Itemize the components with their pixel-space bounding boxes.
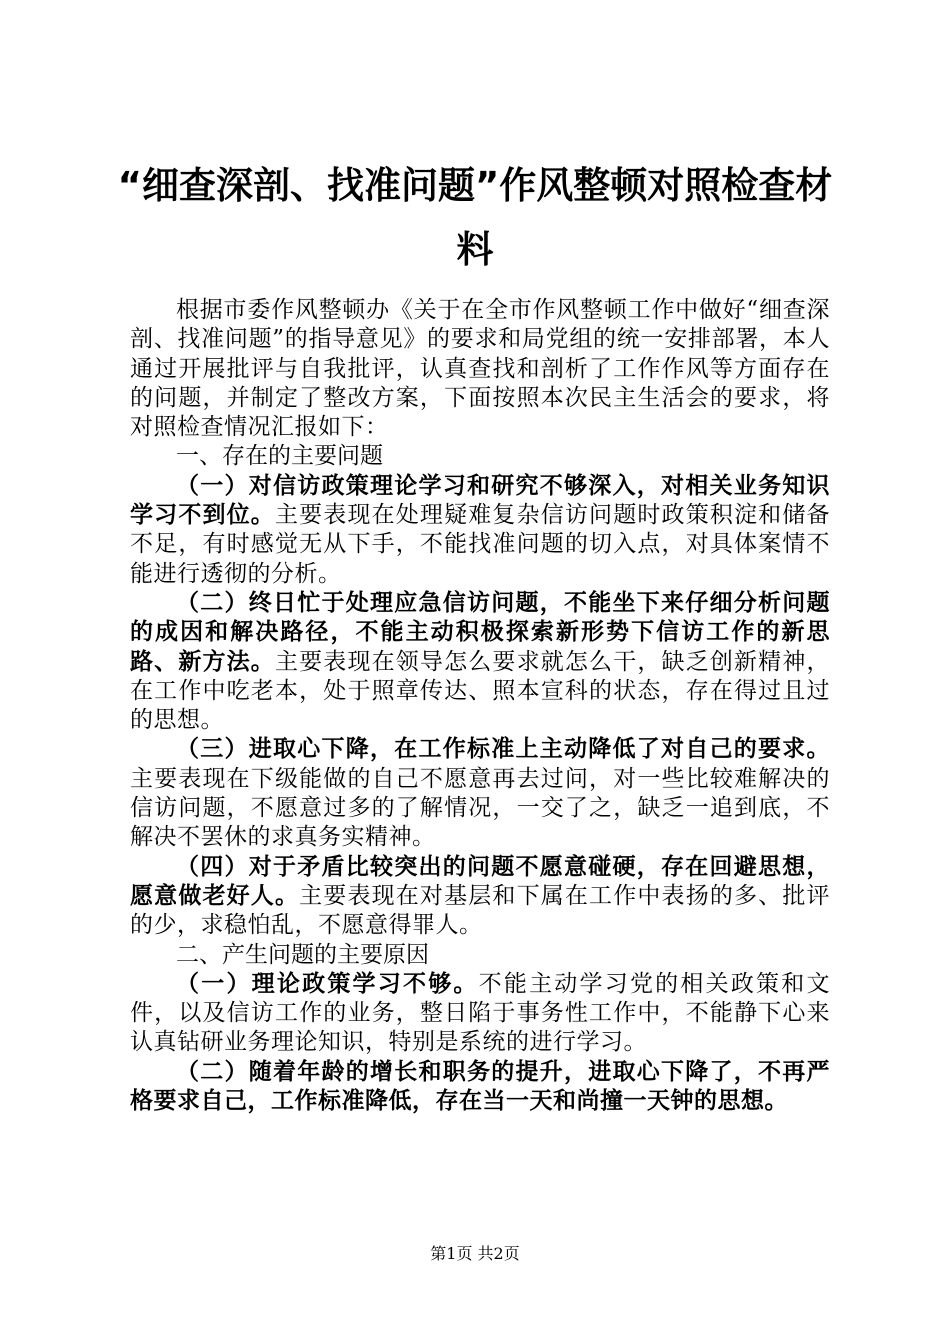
problem-item-text: 主要表现在下级能做的自己不愿意再去过问，对一些比较难解决的信访问题，不愿意过多的了解情况，一交了之，缺乏一追到底，不解决不罢休的求真务实精神。 bbox=[130, 765, 830, 851]
problem-item-lead: （四）对于矛盾比较突出的问题不愿意碰硬，存在回避思想，愿意做老好人。 bbox=[130, 853, 830, 909]
document-title: “细查深剖、找准问题”作风整顿对照检查材 bbox=[117, 164, 833, 207]
problem-item-4 bbox=[130, 853, 830, 941]
document-title-continued: 料 bbox=[456, 228, 494, 271]
problem-item-lead: （二）终日忙于处理应急信访问题，不能坐下来仔细分析问题的成因和解决路径，不能主动积极探索新形势下信访工作的新思路、新方法。 bbox=[130, 589, 830, 675]
problem-item-lead: （三）进取心下降，在工作标准上主动降低了对自己的要求。 bbox=[176, 736, 830, 763]
section-heading-problems: 一、存在的主要问题 bbox=[176, 443, 383, 470]
problem-item-lead: （一）对信访政策理论学习和研究不够深入，对相关业务知识学习不到位。 bbox=[130, 472, 830, 529]
problem-item-3 bbox=[130, 735, 830, 852]
cause-item-lead: （一）理论政策学习不够。 bbox=[176, 970, 479, 997]
page-number-footer: 第1页 共2页 bbox=[430, 1244, 520, 1263]
section-heading-causes: 二、产生问题的主要原因 bbox=[176, 941, 429, 968]
problem-item-text: 主要表现在领导怎么要求就怎么干，缺乏创新精神，在工作中吃老本，处于照章传达、照本宣科的状态，存在得过且过的思想。 bbox=[130, 648, 831, 734]
cause-item-1 bbox=[130, 970, 830, 1058]
problem-item-1 bbox=[130, 472, 830, 589]
problem-item-text: 主要表现在对基层和下属在工作中表扬的多、批评的少，求稳怕乱，不愿意得罪人。 bbox=[130, 882, 831, 939]
cause-item-lead: （二）随着年龄的增长和职务的提升，进取心下降了，不再严格要求自己，工作标准降低，存在当一天和尚撞一天钟的思想。 bbox=[130, 1058, 830, 1115]
document-body bbox=[130, 296, 830, 1116]
cause-item-text: 不能主动学习党的相关政策和文件，以及信访工作的业务，整日陷于事务性工作中，不能静下心来认真钻研业务理论知识，特别是系统的进行学习。 bbox=[130, 970, 831, 1056]
cause-item-2 bbox=[130, 1058, 830, 1117]
intro-paragraph: 根据市委作风整顿办《关于在全市作风整顿工作中做好“细查深剖、找准问题”的指导意见》的要求和局党组的统一安排部署，本人通过开展批评与自我批评，认真查找和剖析了工作作风等方面存在的问题，并制定了整改方案，下面按照本次民主生活会的要求，将对照检查情况汇报如下： bbox=[130, 297, 830, 441]
problem-item-2 bbox=[130, 589, 830, 735]
problem-item-text: 主要表现在处理疑难复杂信访问题时政策积淀和储备不足，有时感觉无从下手，不能找准问题的切入点，对具体案情不能进行透彻的分析。 bbox=[130, 502, 831, 587]
